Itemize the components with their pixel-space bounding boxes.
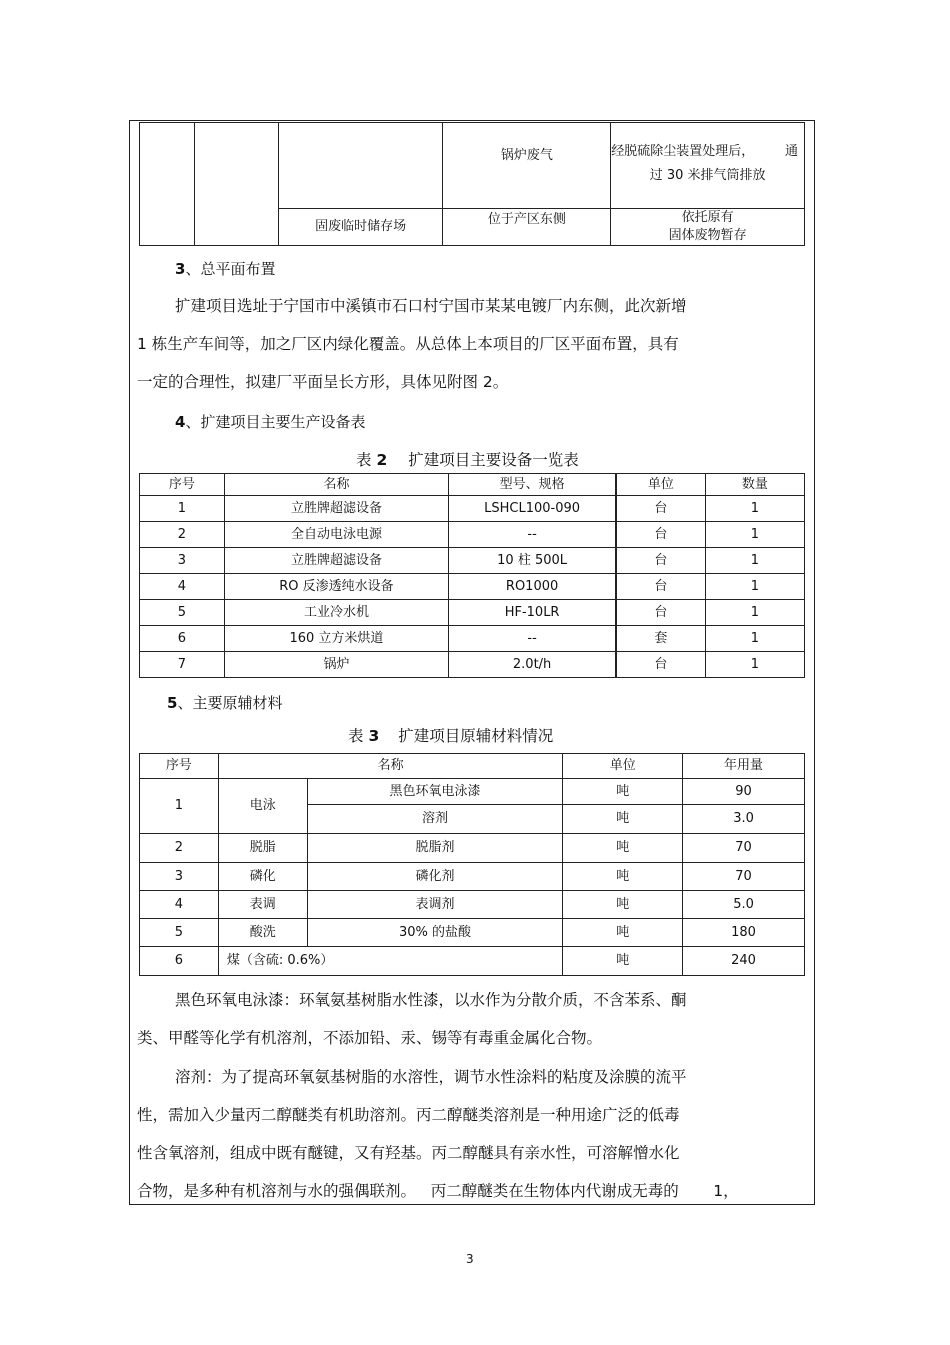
- table-cell: 表调: [218, 891, 307, 919]
- top-table-text: 过 30 米排气筒排放: [649, 167, 766, 183]
- table-cell: LSHCL100-090: [449, 496, 616, 522]
- table-cell: 台: [616, 496, 705, 522]
- table-cell: 立胜牌超滤设备: [224, 496, 449, 522]
- table-cell: 1: [705, 626, 804, 652]
- table-cell: 吨: [563, 805, 683, 834]
- text-line: 合物，是多种有机溶剂与水的强偶联剂。 丙二醇醚类在生物体内代谢成无毒的 1，: [137, 1182, 739, 1200]
- table-row: [140, 779, 805, 805]
- table-cell: 磷化剂: [307, 863, 563, 891]
- table-cell: 70: [683, 863, 805, 891]
- table-cell: 吨: [563, 891, 683, 919]
- caption-number: 2: [376, 451, 388, 469]
- table-cell: 90: [683, 779, 805, 805]
- caption-title: 扩建项目原辅材料情况: [398, 727, 554, 745]
- top-table-cell: [278, 123, 443, 209]
- table-cell: --: [449, 522, 616, 548]
- text-line: 类、甲醛等化学有机溶剂，不添加铅、汞、锡等有毒重金属化合物。: [137, 1029, 603, 1047]
- top-table: [139, 122, 805, 246]
- table3-header: 名称: [218, 754, 562, 779]
- heading-number: 4: [175, 413, 186, 431]
- table-cell: 6: [140, 947, 219, 976]
- table-row: [140, 574, 805, 600]
- paragraph-epoxy: [137, 981, 797, 1057]
- table-cell: 台: [616, 522, 705, 548]
- table-cell: 磷化: [218, 863, 307, 891]
- table-cell: 70: [683, 834, 805, 863]
- text-line: 性含氧溶剂，组成中既有醚键，又有羟基。丙二醇醚具有亲水性，可溶解憎水化: [137, 1144, 680, 1162]
- table-cell: 工业冷水机: [224, 600, 449, 626]
- text-line: 扩建项目选址于宁国市中溪镇市石口村宁国市某某电镀厂内东侧，此次新增: [175, 297, 687, 315]
- page-number: 3: [466, 1252, 474, 1266]
- table-cell: 酸洗: [218, 919, 307, 947]
- table-cell: 1: [705, 600, 804, 626]
- table-cell: 1: [705, 548, 804, 574]
- table-cell: 240: [683, 947, 805, 976]
- table-cell: 脱脂: [218, 834, 307, 863]
- table2-header: 单位: [616, 474, 705, 496]
- table-cell: 5: [140, 600, 225, 626]
- table-row: [140, 947, 805, 976]
- table3-header: 年用量: [683, 754, 805, 779]
- table2-header: 型号、规格: [449, 474, 616, 496]
- table-cell: 吨: [563, 947, 683, 976]
- table2-header: 数量: [705, 474, 804, 496]
- table-cell: 黑色环氧电泳漆: [307, 779, 563, 805]
- table2-caption: [356, 448, 579, 470]
- table-row: [140, 626, 805, 652]
- table-cell: 5: [140, 919, 219, 947]
- table2-header: 序号: [140, 474, 225, 496]
- caption-prefix: 表: [356, 451, 372, 469]
- heading-text: 、主要原辅材料: [177, 694, 283, 712]
- table3-header: 单位: [563, 754, 683, 779]
- heading-text: 、扩建项目主要生产设备表: [185, 413, 366, 431]
- table-cell: 电泳: [218, 779, 307, 834]
- top-table-cell: [194, 123, 278, 246]
- table-cell: 6: [140, 626, 225, 652]
- table-cell: 160 立方米烘道: [224, 626, 449, 652]
- table-cell: 2: [140, 522, 225, 548]
- table-cell: 3: [140, 548, 225, 574]
- table-cell: 1: [705, 652, 804, 678]
- table-cell: 2: [140, 834, 219, 863]
- table-row: [140, 891, 805, 919]
- table-cell: 4: [140, 574, 225, 600]
- top-table-text: 依托原有: [681, 210, 734, 225]
- top-table-cell: [611, 209, 805, 246]
- table-row: [140, 834, 805, 863]
- table-cell: 30% 的盐酸: [307, 919, 563, 947]
- table-row: [140, 600, 805, 626]
- section3-paragraph: [137, 287, 797, 401]
- table-cell: 5.0: [683, 891, 805, 919]
- table-cell: 1: [705, 522, 804, 548]
- table-cell: 立胜牌超滤设备: [224, 548, 449, 574]
- table-cell: 台: [616, 652, 705, 678]
- table-cell: 溶剂: [307, 805, 563, 834]
- top-table-cell: 锅炉废气: [443, 123, 611, 209]
- table-cell: RO 反渗透纯水设备: [224, 574, 449, 600]
- table-cell: 吨: [563, 779, 683, 805]
- table-cell: 台: [616, 574, 705, 600]
- table-row: [140, 522, 805, 548]
- top-table-cell: 位于产区东侧: [443, 209, 611, 246]
- text-line: 性，需加入少量丙二醇醚类有机助溶剂。丙二醇醚类溶剂是一种用途广泛的低毒: [137, 1106, 680, 1124]
- caption-title: 扩建项目主要设备一览表: [408, 451, 579, 469]
- table-cell: 台: [616, 548, 705, 574]
- top-table-cell: 固废临时储存场: [278, 209, 443, 246]
- heading-text: 、总平面布置: [185, 260, 276, 278]
- table-cell: 1: [140, 496, 225, 522]
- table-cell: 套: [616, 626, 705, 652]
- heading-number: 3: [175, 260, 186, 278]
- table-cell: 4: [140, 891, 219, 919]
- table2-header: 名称: [224, 474, 449, 496]
- table3-caption: [348, 724, 553, 746]
- paragraph-solvent: [137, 1058, 797, 1210]
- section4-heading: [175, 411, 365, 432]
- table-row: [140, 919, 805, 947]
- table-cell: 1: [140, 779, 219, 834]
- text-line: 一定的合理性，拟建厂平面呈长方形，具体见附图 2。: [137, 373, 509, 391]
- caption-prefix: 表: [348, 727, 364, 745]
- table-cell: 锅炉: [224, 652, 449, 678]
- top-table-text: 通: [784, 144, 798, 159]
- heading-number: 5: [167, 694, 178, 712]
- table-cell: RO1000: [449, 574, 616, 600]
- table-cell: 全自动电泳电源: [224, 522, 449, 548]
- table-cell: 7: [140, 652, 225, 678]
- section3-heading: [175, 258, 275, 279]
- table-cell: 3: [140, 863, 219, 891]
- table-cell: 1: [705, 496, 804, 522]
- table-cell: 脱脂剂: [307, 834, 563, 863]
- table-row: [140, 652, 805, 678]
- table-cell: 180: [683, 919, 805, 947]
- table-row: [140, 548, 805, 574]
- equipment-table: [139, 473, 805, 678]
- table-cell: 煤（含硫: 0.6%）: [218, 947, 562, 976]
- caption-number: 3: [368, 727, 380, 745]
- table-cell: 10 柱 500L: [449, 548, 616, 574]
- table-cell: HF-10LR: [449, 600, 616, 626]
- table-cell: 表调剂: [307, 891, 563, 919]
- text-line: 1 栋生产车间等，加之厂区内绿化覆盖。从总体上本项目的厂区平面布置，具有: [137, 335, 679, 353]
- materials-table: [139, 753, 805, 976]
- table3-header: 序号: [140, 754, 219, 779]
- text-line: 溶剂：为了提高环氧氨基树脂的水溶性，调节水性涂料的粘度及涂膜的流平: [175, 1068, 687, 1086]
- top-table-text: 经脱硫除尘装置处理后，: [611, 144, 755, 159]
- table-cell: 吨: [563, 919, 683, 947]
- table-cell: 1: [705, 574, 804, 600]
- top-table-text: 固体废物暂存: [668, 228, 747, 244]
- table-row: [140, 496, 805, 522]
- table-row: [140, 863, 805, 891]
- top-table-cell: [611, 123, 805, 209]
- top-table-cell: [140, 123, 195, 246]
- table-cell: 2.0t/h: [449, 652, 616, 678]
- table-cell: 台: [616, 600, 705, 626]
- table-cell: 吨: [563, 834, 683, 863]
- table-cell: 吨: [563, 863, 683, 891]
- text-line: 黑色环氧电泳漆：环氧氨基树脂水性漆，以水作为分散介质，不含苯系、酮: [175, 991, 687, 1009]
- table-cell: 3.0: [683, 805, 805, 834]
- table-cell: --: [449, 626, 616, 652]
- section5-heading: [167, 692, 282, 713]
